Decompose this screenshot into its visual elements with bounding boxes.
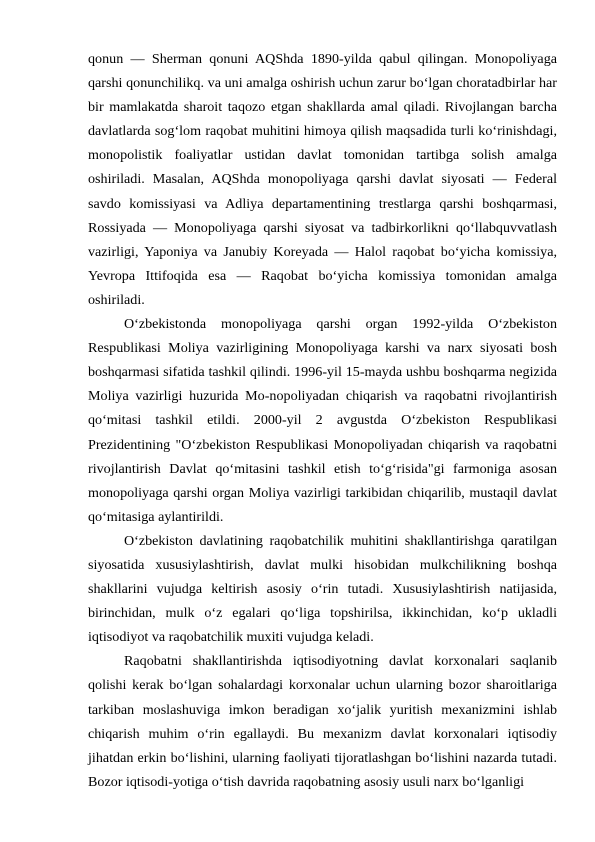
- paragraph-privatization: O‘zbekiston davlatining raqobatchilik muhitini shakllantirishga qaratilgan siyosatida xususiylashtirish, davlat mulki hisobidan mulkchilikning boshqa shakllarini vujudga keltirish asosiy o‘rin tutadi. Xususiylashtirish natijasida, birinchidan, mulk o‘z egalari qo‘liga topshirilsa, ikkinchidan, ko‘p ukladli iqtisodiyot va raqobatchilik muxiti vujudga keladi.: [88, 532, 557, 646]
- paragraph-sherman-law: qonun — Sherman qonuni AQShda 1890-yilda qabul qilingan. Monopoliyaga qarshi qonunchilikq. va uni amalga oshirish uchun zarur bo‘lgan choratadbirlar har bir mamlakatda sharoit taqozo etgan shakllarda amal qiladi. Rivojlangan barcha davlatlarda sog‘lom raqobat muhitini himoya qilish maqsadida turli ko‘rinishdagi, monopolistik foaliyatlar ustidan davlat tomonidan tartibga solish amalga oshiriladi. Masalan, AQShda monopoliyaga qarshi davlat siyosati — Federal savdo komissiyasi va Adliya departamentining trestlarga qarshi boshqarmasi, Rossiyada — Monopoliyaga qarshi siyosat va tadbirkorlikni qo‘llabquvvatlash vazirligi, Yaponiya va Janubiy Koreyada — Halol raqobat bo‘yicha komissiya, Yevropa Ittifoqida esa — Raqobat bo‘yicha komissiya tomonidan amalga oshiriladi.: [88, 51, 557, 308]
- paragraph-state-enterprises: Raqobatni shakllantirishda iqtisodiyotning davlat korxonalari saqlanib qolishi kerak bo‘lgan sohalardagi korxonalar uchun ularning bozor sharoitlariga tarkiban moslashuviga imkon beradigan xo‘jalik yuritish mexanizmini ishlab chiqarish muhim o‘rin egallaydi. Bu mexanizm davlat korxonalari iqtisodiy jihatdan erkin bo‘lishini, ularning faoliyati tijoratlashgan bo‘lishini nazarda tutadi. Bozor iqtisodi-yotiga o‘tish davrida raqobatning asosiy usuli narx bo‘lganligi: [88, 653, 557, 790]
- paragraph-uzbek-antimonopoly-organ: O‘zbekistonda monopoliyaga qarshi organ 1992-yilda O‘zbekiston Respublikasi Moliya vazirligining Monopoliyaga karshi va narx siyosati bosh boshqarmasi sifatida tashkil qilindi. 1996-yil 15-mayda ushbu boshqarma negizida Moliya vazirligi huzurida Mo-nopoliyadan chiqarish va raqobatni rivojlantirish qo‘mitasi tashkil etildi. 2000-yil 2 avgustda O‘zbekiston Respublikasi Prezidentining "O‘zbekiston Respublikasi Monopoliyadan chiqarish va raqobatni rivojlantirish Davlat qo‘mitasini tashkil etish to‘g‘risida"gi farmoniga asosan monopoliyaga qarshi organ Moliya vazirligi tarkibidan chiqarilib, mustaqil davlat qo‘mitasiga aylantirildi.: [88, 316, 557, 525]
- document-page: [88, 47, 557, 794]
